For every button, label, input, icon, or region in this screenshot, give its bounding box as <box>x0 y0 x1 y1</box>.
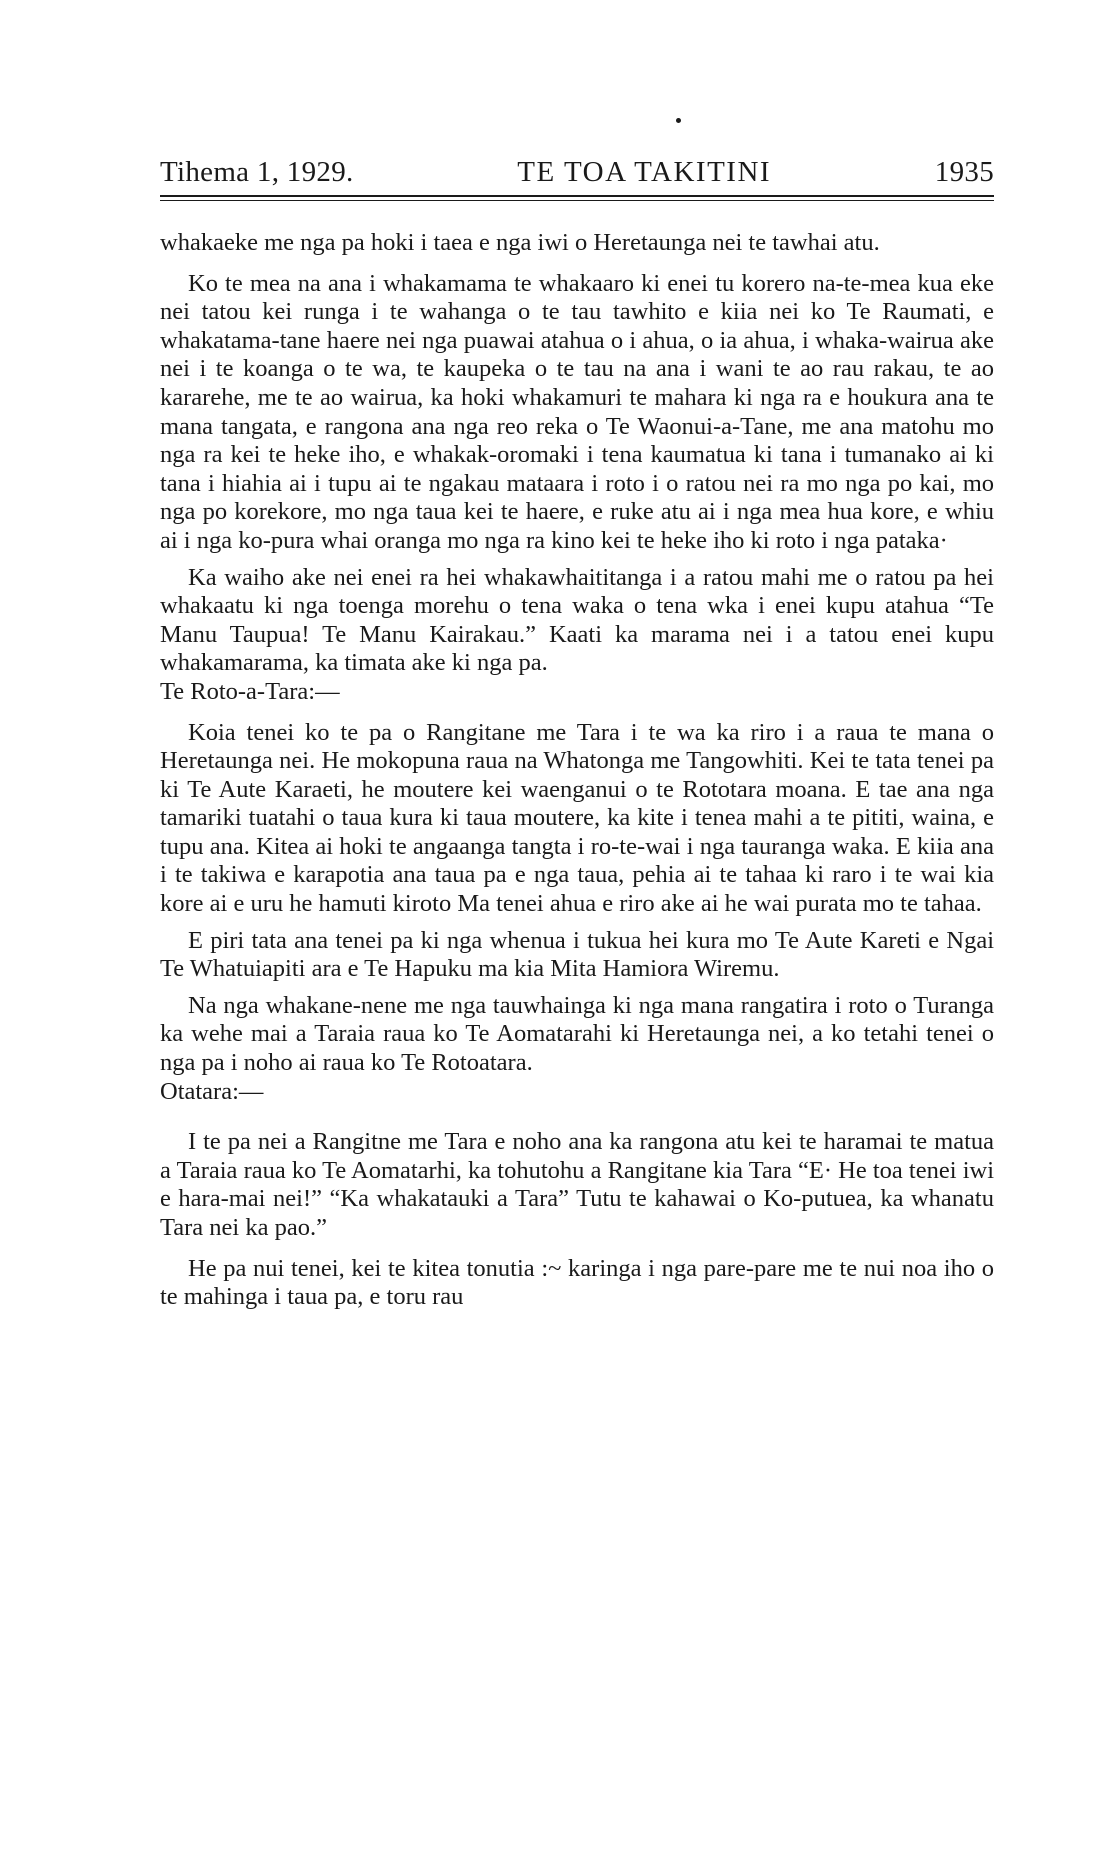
header-date: Tihema 1, 1929. <box>160 156 354 188</box>
journal-title: TE TOA TAKITINI <box>517 156 772 188</box>
page-number: 1935 <box>934 156 994 188</box>
paragraph: Koia tenei ko te pa o Rangitane me Tara i te wa ka riro i a raua te mana o Heretaunga nei. He mokopuna raua na Whatonga me Tangowhiti. Kei te tata tenei pa ki Te Aute Karaeti, he moutere kei waenganui o te Rototara moana. E tae ana nga tamariki tuatahi o taua kura ki taua moutere, ka kite i tenea mahi a te pititi, waina, e tupu ana. Kitea ai hoki te angaanga tangta i ro-te-wai i nga tauranga waka. E kiia ana i te takiwa e karapotia ana taua pa e nga taua, pehia ai te tahaa ki raro i te wai kia kore ai e uru he hamuti kiroto Ma tenei ahua e riro ake ai he wai purata mo te tahaa. <box>160 718 994 918</box>
paragraph: Ko te mea na ana i whakamama te whakaaro ki enei tu korero na-te-mea kua eke nei tatou kei runga i te wahanga o te tau tawhito e kiia nei ko Te Raumati, e whakatama-tane haere nei nga puawai atahua o i ahua, o ia ahua, i whaka-wairua ake nei i te koanga o te wa, te kaupeka o te tau na ana i wani te ao rau rakau, te ao kararehe, me te ao wairua, ka hoki whakamuri te mahara ki nga ra e houkura ana te mana tangata, e rangona ana nga reo reka o Te Waonui-a-Tane, me ana matohu mo nga ra kei te heke iho, e whakak-oromaki i tena kaumatua ki tana i tumanako ai ki tana i hiahia ai i tupu ai te ngakau mataara i roto i o ratou nei ra mo nga po kai, mo nga po korekore, mo nga taua kei te haere, e ruke atu ai i nga mea hua kore, e whiu ai i nga ko-pura whai oranga mo nga ra kino kei te heke iho ki roto i nga pataka· <box>160 269 994 554</box>
section-label-otatara: Otatara:— <box>160 1077 264 1105</box>
paragraph: E piri tata ana tenei pa ki nga whenua i tukua hei kura mo Te Aute Kareti e Ngai Te Whatuiapiti ara e Te Hapuku ma kia Mita Hamiora Wiremu. <box>160 926 994 983</box>
paragraph: Na nga whakane-nene me nga tauwhainga ki nga mana rangatira i roto o Turanga ka wehe mai a Taraia raua ko Te Aomatarahi ki Heretaunga nei, a ko tetahi tenei o nga pa i noho ai raua ko Te Rotoatara. <box>160 991 994 1077</box>
paragraph: I te pa nei a Rangitne me Tara e noho ana ka rangona atu kei te haramai te matua a Taraia raua ko Te Aomatarhi, ka tohutohu a Rangitane kia Tara “E· He toa tenei iwi e hara-mai nei!” “Ka whakatauki a Tara” Tutu te kahawai o Ko-putuea, ka whanatu Tara nei ka pao.” <box>160 1128 994 1241</box>
stray-print-mark <box>676 118 681 123</box>
paragraph: He pa nui tenei, kei te kitea tonutia :~ karinga i nga pare-pare me te nui noa iho o te mahinga i taua pa, e toru rau <box>160 1254 994 1311</box>
header-rule <box>160 195 994 201</box>
paragraph: Ka waiho ake nei enei ra hei whakawhaititanga i a ratou mahi me o ratou pa hei whakaatu ki nga toenga morehu o tena waka o tena wka i enei kupu atahua “Te Manu Taupua! Te Manu Kairakau.” Kaati ka marama nei i a tatou enei kupu whakamarama, ka timata ake ki nga pa. <box>160 563 994 677</box>
article-body <box>160 229 994 1312</box>
section-label-te-roto-a-tara: Te Roto-a-Tara:— <box>160 677 340 705</box>
running-header <box>160 155 994 189</box>
page <box>160 155 994 1312</box>
paragraph-continuation: whakaeke me nga pa hoki i taea e nga iwi o Heretaunga nei te tawhai atu. <box>160 229 880 256</box>
